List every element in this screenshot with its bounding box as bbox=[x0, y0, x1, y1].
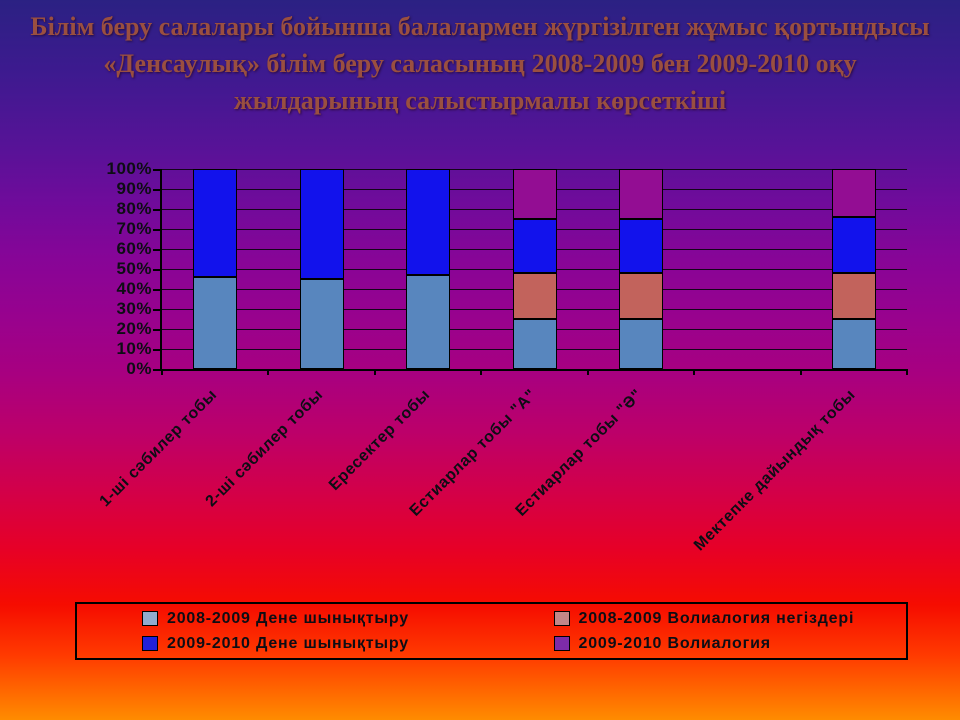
plot-area bbox=[96, 159, 907, 555]
slide-title-line-1: Білім беру салалары бойынша балалармен жүргізілген жұмыс қортындысы bbox=[30, 12, 930, 41]
bar-segment bbox=[832, 217, 876, 273]
y-axis-tick bbox=[153, 349, 160, 351]
bar-segment bbox=[619, 273, 663, 319]
bar-segment bbox=[406, 169, 450, 275]
bar-segment bbox=[300, 279, 344, 369]
bar-segment bbox=[193, 277, 237, 369]
bar bbox=[619, 169, 663, 369]
y-axis-tick bbox=[153, 329, 160, 331]
legend-item bbox=[492, 635, 907, 653]
x-axis-tick bbox=[161, 369, 163, 375]
bar bbox=[193, 169, 237, 369]
y-axis-tick bbox=[153, 189, 160, 191]
x-axis-tick bbox=[906, 369, 908, 375]
x-axis-label: Естиарлар тобы "Ә" bbox=[512, 386, 647, 520]
legend-swatch-icon bbox=[142, 611, 158, 626]
bar bbox=[832, 169, 876, 369]
y-axis-tick bbox=[153, 249, 160, 251]
legend-swatch-icon bbox=[554, 611, 570, 626]
x-axis-tick bbox=[587, 369, 589, 375]
bar-segment bbox=[406, 275, 450, 369]
y-axis-tick bbox=[153, 269, 160, 271]
y-axis-tick bbox=[153, 369, 160, 371]
x-axis-tick bbox=[693, 369, 695, 375]
legend-swatch-icon bbox=[554, 636, 570, 651]
bar-segment bbox=[513, 319, 557, 369]
x-axis-label: 1-ші сәбилер тобы bbox=[96, 386, 221, 511]
bar-segment bbox=[832, 169, 876, 217]
bar-segment bbox=[832, 319, 876, 369]
y-axis-label: 50% bbox=[116, 259, 152, 278]
y-axis-label: 90% bbox=[116, 179, 152, 198]
y-axis-label: 10% bbox=[116, 339, 152, 358]
y-axis-label: 40% bbox=[116, 279, 152, 298]
chart-legend bbox=[75, 602, 908, 660]
y-axis-label: 30% bbox=[116, 299, 152, 318]
legend-swatch-icon bbox=[142, 636, 158, 651]
y-axis-label: 60% bbox=[116, 239, 152, 258]
bar-segment bbox=[193, 169, 237, 277]
x-axis-label: Мектепке дайындық тобы bbox=[691, 386, 860, 555]
legend-label: 2009-2010 Дене шынықтыру bbox=[167, 634, 409, 652]
legend-item bbox=[77, 610, 492, 628]
bar-segment bbox=[619, 169, 663, 219]
x-axis-label: Естиарлар тобы "А" bbox=[406, 386, 540, 520]
slide-title-line-2: «Денсаулық» білім беру саласының 2008-2009 бен 2009-2010 оқу bbox=[103, 49, 857, 78]
y-axis-label: 80% bbox=[116, 199, 152, 218]
y-axis-tick bbox=[153, 289, 160, 291]
legend-item bbox=[492, 610, 907, 628]
y-axis-label: 70% bbox=[116, 219, 152, 238]
bar bbox=[300, 169, 344, 369]
x-axis-tick bbox=[800, 369, 802, 375]
y-axis-tick bbox=[153, 229, 160, 231]
slide-title-line-3: жылдарының салыстырмалы көрсеткіші bbox=[233, 86, 727, 115]
bar-segment bbox=[619, 319, 663, 369]
legend-label: 2008-2009 Дене шынықтыру bbox=[167, 609, 409, 627]
bar bbox=[513, 169, 557, 369]
y-axis-tick bbox=[153, 169, 160, 171]
x-axis-tick bbox=[374, 369, 376, 375]
x-axis-tick bbox=[267, 369, 269, 375]
bar-segment bbox=[513, 169, 557, 219]
bar-segment bbox=[619, 219, 663, 273]
y-axis-label: 0% bbox=[126, 359, 152, 378]
y-axis-label: 20% bbox=[116, 319, 152, 338]
x-axis-tick bbox=[480, 369, 482, 375]
x-axis-label: 2-ші сәбилер тобы bbox=[203, 386, 327, 511]
x-axis-label: Ересектер тобы bbox=[325, 386, 434, 494]
bar-segment bbox=[513, 273, 557, 319]
bar-segment bbox=[300, 169, 344, 279]
bar-segment bbox=[513, 219, 557, 273]
bar-segment bbox=[832, 273, 876, 319]
bar bbox=[406, 169, 450, 369]
legend-label: 2009-2010 Волиалогия bbox=[578, 634, 771, 652]
y-axis-tick bbox=[153, 309, 160, 311]
y-axis-label: 100% bbox=[106, 159, 152, 178]
y-axis-tick bbox=[153, 209, 160, 211]
legend-label: 2008-2009 Волиалогия негіздері bbox=[578, 609, 855, 627]
legend-item bbox=[77, 635, 492, 653]
